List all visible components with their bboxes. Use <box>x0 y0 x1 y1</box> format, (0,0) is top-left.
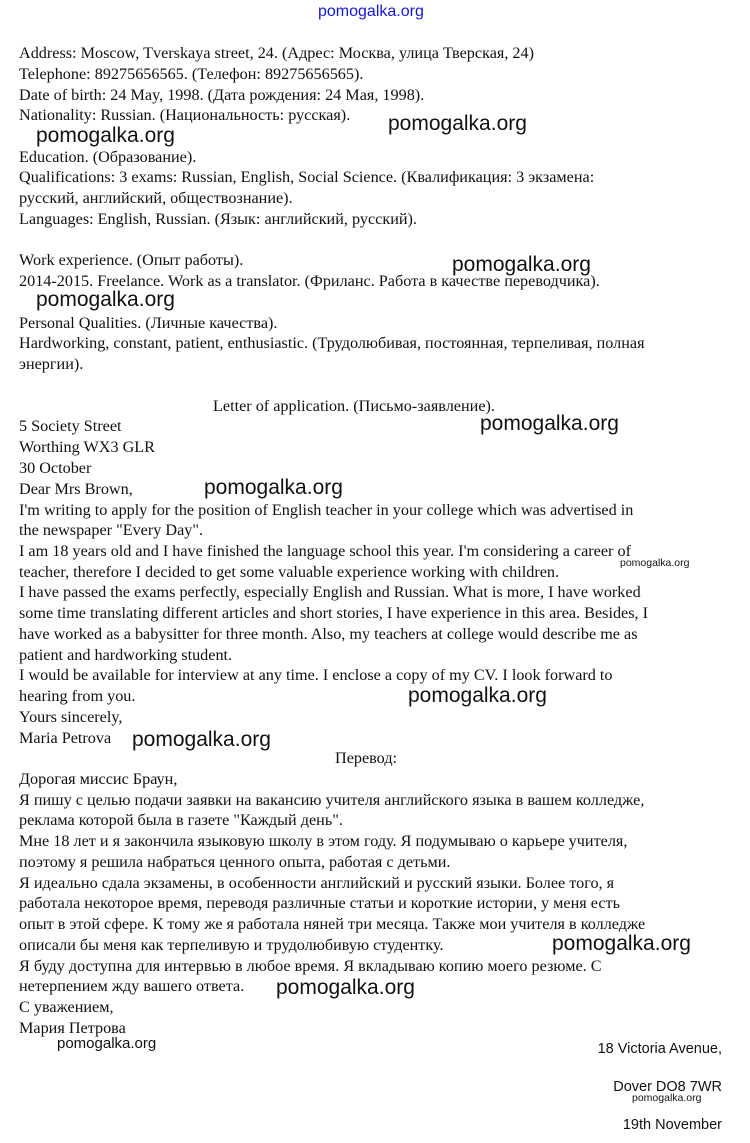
cv-date-of-birth: Date of birth: 24 May, 1998. (Дата рождения: 24 Мая, 1998). <box>19 86 425 104</box>
cv-address: Address: Moscow, Tverskaya street, 24. (Адрес: Москва, улица Тверская, 24) <box>19 44 534 62</box>
letter-street: 5 Society Street <box>19 417 122 435</box>
footer-address-town: Dover DO8 7WR <box>613 1079 722 1095</box>
watermark: pomogalka.org <box>620 557 690 569</box>
letter-line: some time translating different articles and short stories, I have experience in this area. Besides, I <box>19 604 649 622</box>
cv-personal-qualities: Personal Qualities. (Личные качества). <box>19 314 278 332</box>
translation-greeting: Дорогая миссис Браун, <box>19 770 178 788</box>
cv-qualifications-line-2: русский, английский, обществознание). <box>19 189 293 207</box>
cv-work-experience: Work experience. (Опыт работы). <box>19 251 244 269</box>
watermark: pomogalka.org <box>632 1092 702 1104</box>
letter-greeting: Dear Mrs Brown, <box>19 480 133 498</box>
cv-qualities-line-2: энергии). <box>19 355 84 373</box>
cv-freelance: 2014-2015. Freelance. Work as a translator. (Фриланс. Работа в качестве переводчика). <box>19 272 600 290</box>
letter-closing: Yours sincerely, <box>19 708 123 726</box>
translation-signature: Мария Петрова <box>19 1019 126 1037</box>
letter-line: the newspaper "Every Day". <box>19 521 204 539</box>
letter-line: have worked as a babysitter for three month. Also, my teachers at college would describe me as <box>19 625 638 643</box>
watermark: pomogalka.org <box>36 124 175 147</box>
watermark: pomogalka.org <box>276 976 415 999</box>
watermark: pomogalka.org <box>57 1035 157 1052</box>
letter-line: hearing from you. <box>19 687 136 705</box>
watermark: pomogalka.org <box>204 476 343 499</box>
watermark: pomogalka.org <box>452 253 591 276</box>
watermark-top-link[interactable]: pomogalka.org <box>318 3 424 20</box>
translation-closing: С уважением, <box>19 998 114 1016</box>
translation-line: Мне 18 лет и я закончила языковую школу в этом году. Я подумываю о карьере учителя, <box>19 832 628 850</box>
letter-line: I have passed the exams perfectly, especially English and Russian. What is more, I have worked <box>19 583 641 601</box>
translation-line: нетерпением жду вашего ответа. <box>19 977 245 995</box>
translation-line: поэтому я решила набраться ценного опыта, работая с детьми. <box>19 853 451 871</box>
footer-address-date: 19th November <box>622 1117 722 1133</box>
translation-line: Я идеально сдала экзамены, в особенности английский и русский языки. Более того, я <box>19 874 615 892</box>
letter-line: I'm writing to apply for the position of English teacher in your college which was advertised in <box>19 501 634 519</box>
translation-heading: Перевод: <box>335 749 398 767</box>
watermark: pomogalka.org <box>388 112 527 135</box>
letter-heading: Letter of application. (Письмо-заявление). <box>213 397 495 415</box>
watermark: pomogalka.org <box>408 684 547 707</box>
letter-signature: Maria Petrova <box>19 729 112 747</box>
watermark: pomogalka.org <box>36 288 175 311</box>
letter-line: patient and hardworking student. <box>19 646 233 664</box>
letter-line: teacher, therefore I decided to get some valuable experience working with children. <box>19 563 560 581</box>
letter-date: 30 October <box>19 459 92 477</box>
letter-line: I am 18 years old and I have finished the language school this year. I'm considering a career of <box>19 542 631 560</box>
translation-line: опыт в этой сфере. К тому же я работала няней три месяца. Также мои учителя в колледже <box>19 915 646 933</box>
cv-qualities-line-1: Hardworking, constant, patient, enthusiastic. (Трудолюбивая, постоянная, терпеливая, полная <box>19 334 645 352</box>
watermark: pomogalka.org <box>132 728 271 751</box>
cv-telephone: Telephone: 89275656565. (Телефон: 89275656565). <box>19 65 364 83</box>
letter-line: I would be available for interview at any time. I enclose a copy of my CV. I look forward to <box>19 666 613 684</box>
translation-line: Я пишу с целью подачи заявки на вакансию учителя английского языка в вашем колледже, <box>19 791 645 809</box>
cv-nationality: Nationality: Russian. (Национальность: русская). <box>19 106 351 124</box>
translation-line: работала некоторое время, переводя различные статьи и короткие истории, у меня есть <box>19 894 620 912</box>
translation-line: описали бы меня как терпеливую и трудолюбивую студентку. <box>19 936 444 954</box>
cv-qualifications-line-1: Qualifications: 3 exams: Russian, English, Social Science. (Квалификация: 3 экзамена: <box>19 168 595 186</box>
translation-line: Я буду доступна для интервью в любое время. Я вкладываю копию моего резюме. С <box>19 957 602 975</box>
watermark: pomogalka.org <box>552 932 691 955</box>
watermark: pomogalka.org <box>480 412 619 435</box>
cv-education: Education. (Образование). <box>19 148 197 166</box>
letter-town: Worthing WX3 GLR <box>19 438 155 456</box>
footer-address-street: 18 Victoria Avenue, <box>597 1041 722 1057</box>
translation-line: реклама которой была в газете "Каждый день". <box>19 811 343 829</box>
cv-languages: Languages: English, Russian. (Язык: английский, русский). <box>19 210 417 228</box>
